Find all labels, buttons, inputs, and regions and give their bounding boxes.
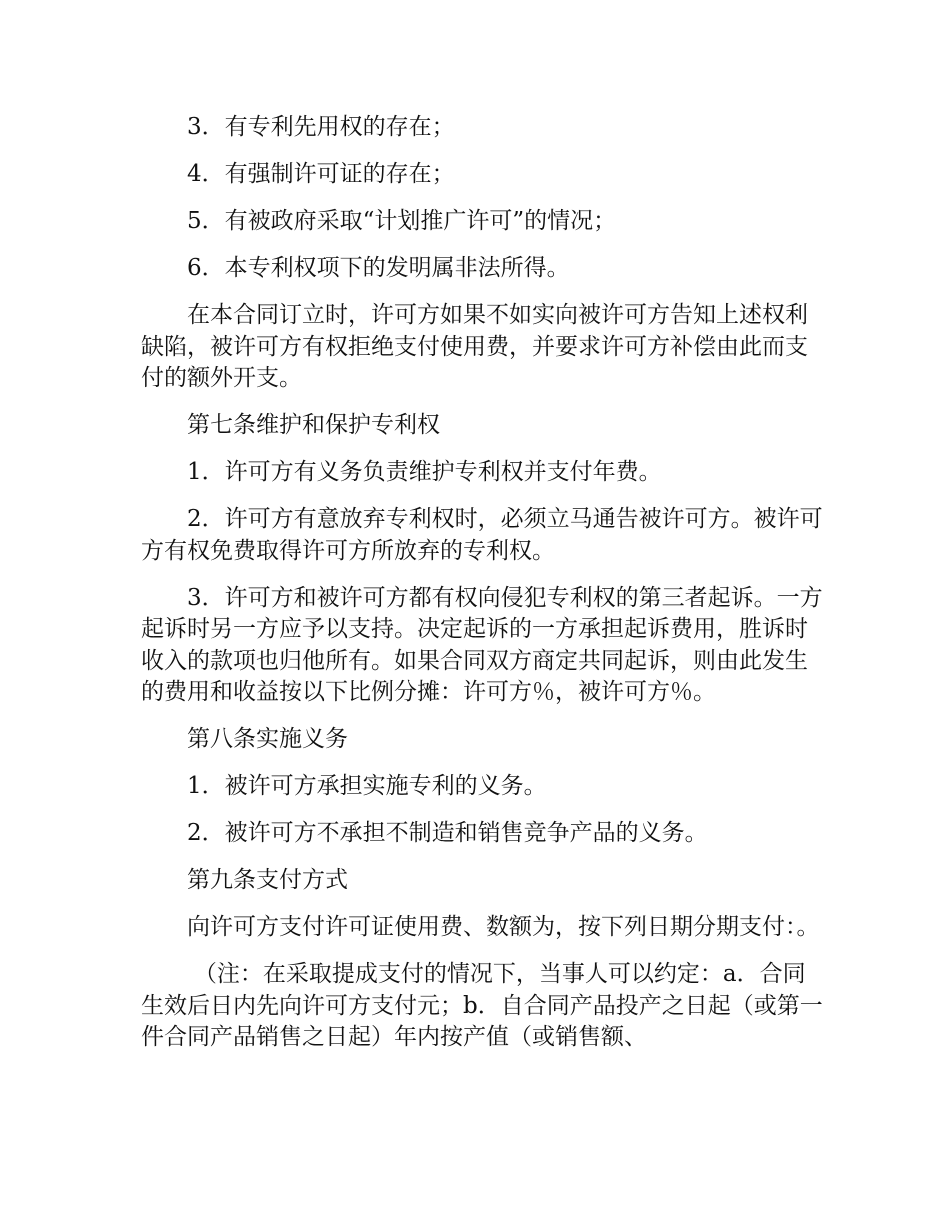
list-item-maintain-patent: 1．许可方有义务负责维护专利权并支付年费。 [187,459,662,485]
paragraph-defect-disclosure: 在本合同订立时，许可方如果不如实向被许可方告知上述权利缺陷，被许可方有权拒绝支付使用费，并要求许可方补偿由此而支付的额外开支。 [141,302,808,391]
document-page [141,112,826,1069]
list-item-implementation-duty: 1．被许可方承担实施专利的义务。 [187,773,547,799]
list-item-illegal-invention: 6．本专利权项下的发明属非法所得。 [187,255,570,281]
list-item-government-promotion: 5．有被政府采取“计划推广许可”的情况； [187,208,617,234]
list-item-prior-use-right: 3．有专利先用权的存在； [187,114,455,140]
list-item-abandon-patent: 2．许可方有意放弃专利权时，必须立马通告被许可方。被许可方有权免费取得许可方所放弃的专利权。 [141,506,823,564]
paragraph-payment-note: （注：在采取提成支付的情况下，当事人可以约定：a．合同生效后日内先向许可方支付元；b．自合同产品投产之日起（或第一件合同产品销售之日起）年内按产值（或销售额、 [141,961,823,1050]
list-item-infringement-suit: 3．许可方和被许可方都有权向侵犯专利权的第三者起诉。一方起诉时另一方应予以支持。决定起诉的一方承担起诉费用，胜诉时收入的款项也归他所有。如果合同双方商定共同起诉，则由此发生的费用和收益按以下比例分摊：许可方％，被许可方％。 [141,584,823,705]
section-heading-article-8: 第八条实施义务 [187,726,348,752]
list-item-compulsory-license: 4．有强制许可证的存在； [187,161,455,187]
paragraph-payment-terms: 向许可方支付许可证使用费、数额为，按下列日期分期支付：。 [187,914,820,940]
list-item-no-competition-duty: 2．被许可方不承担不制造和销售竞争产品的义务。 [187,820,708,846]
section-heading-article-7: 第七条维护和保护专利权 [187,412,440,438]
section-heading-article-9: 第九条支付方式 [187,867,348,893]
